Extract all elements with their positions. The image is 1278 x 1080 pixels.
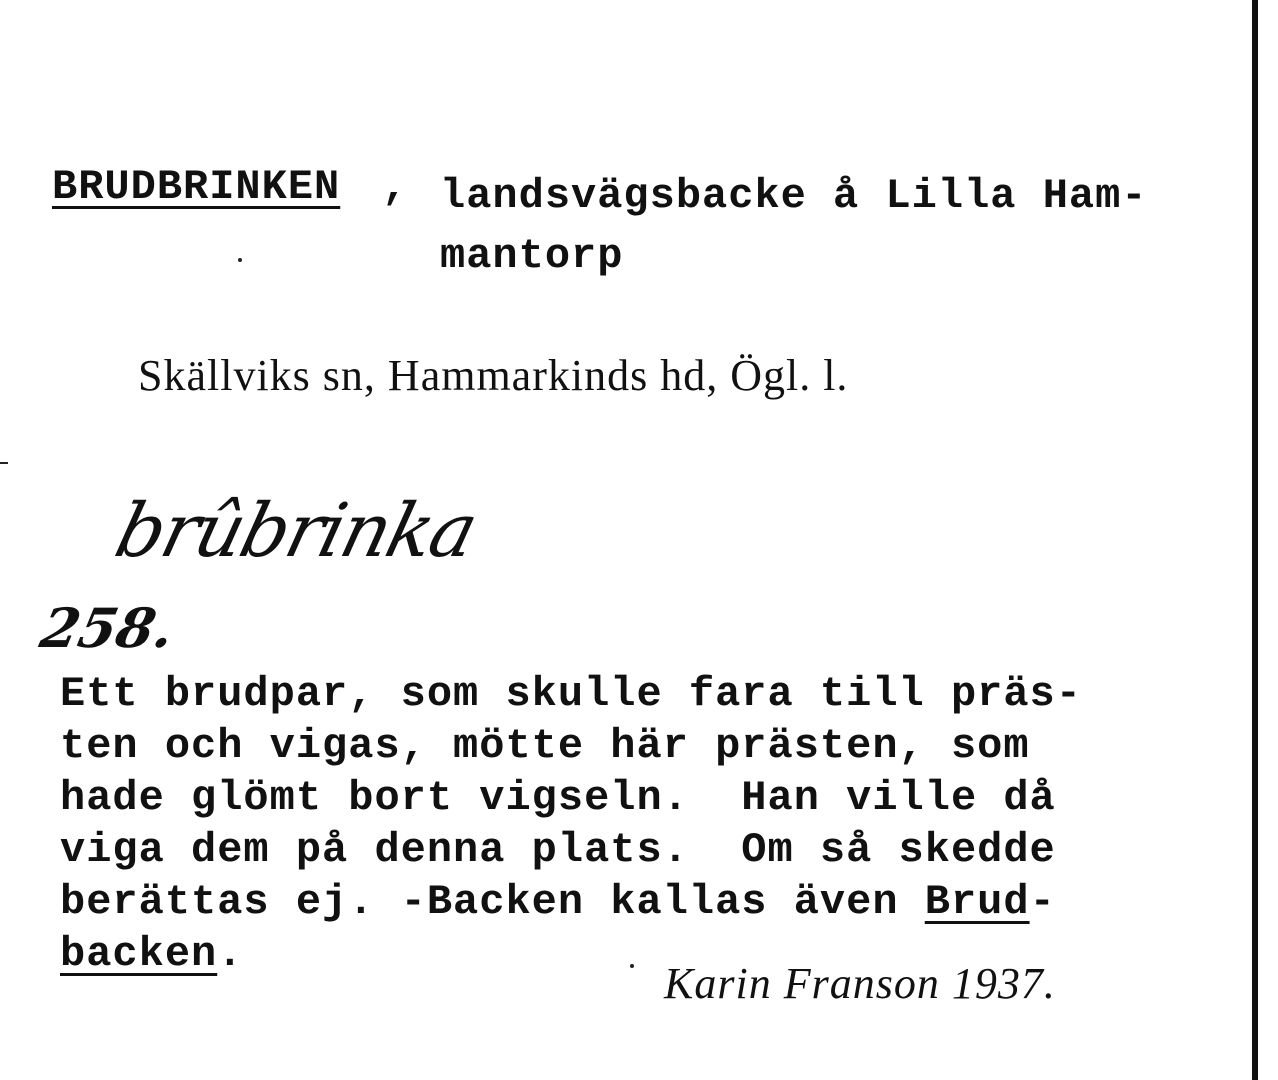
story-line: berättas ej. -Backen kallas även — [60, 878, 925, 926]
story-line: Ett brudpar, som skulle fara till präs- — [60, 670, 1082, 718]
scan-speck — [238, 258, 242, 262]
hyphen: - — [1029, 878, 1056, 926]
final-period: . — [217, 930, 244, 978]
definition — [440, 166, 1148, 286]
scan-mark — [0, 462, 8, 464]
signature: Karin Franson 1937. — [664, 959, 1056, 1008]
story-text — [60, 668, 1082, 980]
story-line: ten och vigas, mötte här prästen, som — [60, 722, 1030, 770]
card-edge-line — [1252, 0, 1258, 1080]
handwritten-record-number: 258. — [35, 596, 181, 660]
handwritten-dialect-form: brûbrinka — [107, 488, 485, 574]
definition-line-1: landsvägsbacke å Lilla Ham- — [440, 172, 1148, 220]
story-line: hade glömt bort vigseln. Han ville då — [60, 774, 1056, 822]
story-line: viga dem på denna plats. Om så skedde — [60, 826, 1056, 874]
headword-punctuation: , — [382, 163, 409, 211]
locality-line: Skällviks sn, Hammarkinds hd, Ögl. l. — [138, 351, 849, 400]
underlined-word-backen: backen — [60, 930, 218, 978]
headword: BRUDBRINKEN — [52, 163, 341, 211]
underlined-word-brud: Brud — [924, 878, 1030, 926]
definition-line-2: mantorp — [440, 232, 624, 280]
